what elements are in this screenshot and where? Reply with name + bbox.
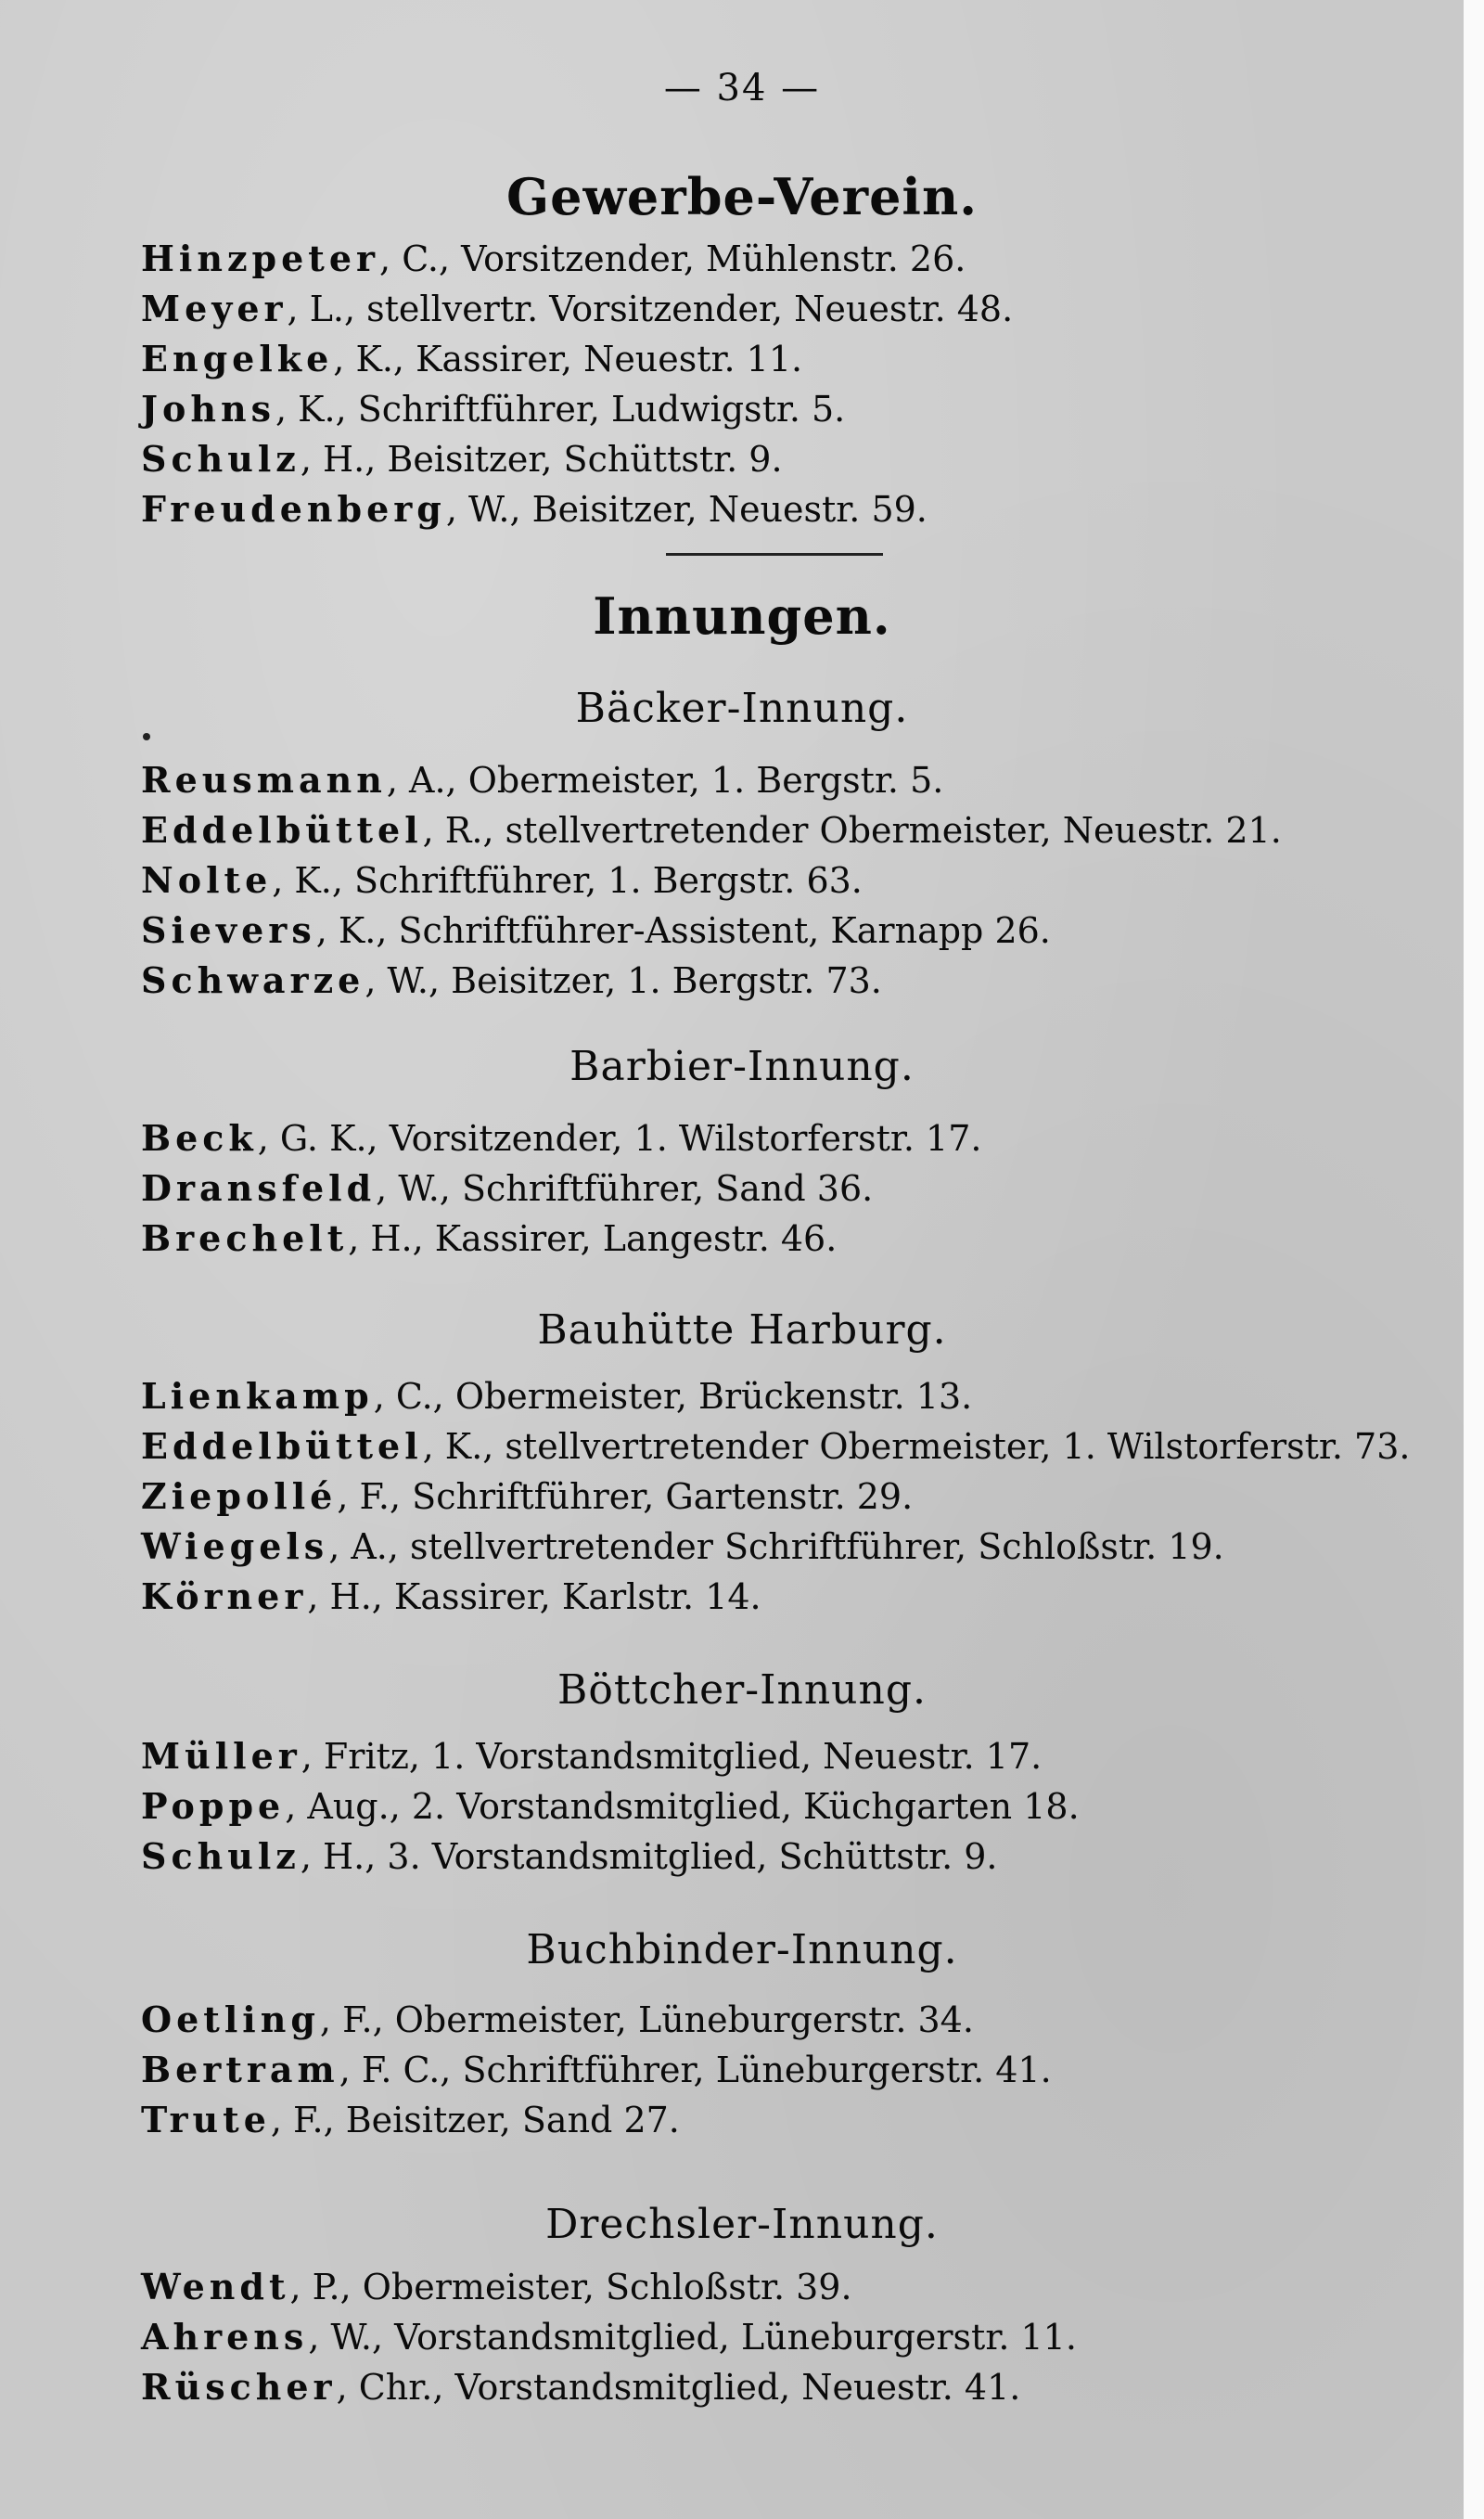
list-item <box>141 956 1439 1006</box>
list-item <box>141 1831 1439 1882</box>
member-details: , K., Kassirer, Neuestr. 11. <box>333 339 803 379</box>
member-name: Schulz <box>141 1835 301 1877</box>
member-name: Ahrens <box>141 2316 309 2358</box>
member-details: , K., Schriftführer, Ludwigstr. 5. <box>275 389 846 430</box>
member-name: Trute <box>141 2099 271 2140</box>
member-details: , G. K., Vorsitzender, 1. Wilstorferstr. 17. <box>257 1118 982 1159</box>
member-name: Reusmann <box>141 759 387 801</box>
innungen-heading: Innungen. <box>593 586 891 646</box>
member-name: Poppe <box>141 1785 286 1827</box>
list-item <box>141 1781 1439 1831</box>
member-details: , H., Kassirer, Karlstr. 14. <box>307 1576 761 1617</box>
buchbinder-innung-heading: Buchbinder-Innung. <box>526 1926 958 1973</box>
member-name: Johns <box>141 388 275 430</box>
list-item <box>141 1163 1439 1214</box>
member-details: , P., Obermeister, Schloßstr. 39. <box>289 2267 852 2307</box>
member-name: Wiegels <box>141 1525 329 1567</box>
member-name: Lienkamp <box>141 1375 374 1417</box>
member-name: Brechelt <box>141 1217 349 1259</box>
list-item <box>141 1731 1439 1781</box>
member-details: , F. C., Schriftführer, Lüneburgerstr. 41. <box>339 2050 1052 2090</box>
baecker-innung-heading: Bäcker-Innung. <box>575 685 909 732</box>
member-details: , Chr., Vorstandsmitglied, Neuestr. 41. <box>336 2367 1021 2408</box>
member-details: , C., Obermeister, Brückenstr. 13. <box>373 1376 973 1417</box>
member-name: Bertram <box>141 2049 339 2090</box>
member-name: Sievers <box>141 909 316 951</box>
member-details: , H., Beisitzer, Schüttstr. 9. <box>300 439 783 480</box>
member-details: , F., Schriftführer, Gartenstr. 29. <box>337 1476 914 1517</box>
gewerbe-verein-heading: Gewerbe-Verein. <box>505 167 979 226</box>
list-item <box>141 284 1439 334</box>
member-name: Schulz <box>141 438 301 480</box>
member-name: Körner <box>141 1575 308 1617</box>
member-details: , K., Schriftführer-Assistent, Karnapp 26. <box>315 910 1051 951</box>
member-details: , H., 3. Vorstandsmitglied, Schüttstr. 9. <box>300 1836 998 1877</box>
member-details: , H., Kassirer, Langestr. 46. <box>348 1218 838 1259</box>
boettcher-innung-heading: Böttcher-Innung. <box>557 1666 927 1714</box>
list-item <box>141 1113 1439 1163</box>
member-details: , R., stellvertretender Obermeister, Neuestr. 21. <box>422 810 1282 851</box>
member-name: Schwarze <box>141 959 365 1001</box>
list-item <box>141 2045 1439 2095</box>
list-item <box>141 2262 1439 2312</box>
ink-spot <box>143 733 150 740</box>
page-number: — 34 — <box>663 67 821 109</box>
member-details: , W., Schriftführer, Sand 36. <box>376 1168 874 1209</box>
member-name: Müller <box>141 1735 301 1777</box>
member-name: Rüscher <box>141 2366 337 2408</box>
list-item <box>141 2312 1439 2362</box>
list-item <box>141 1421 1439 1472</box>
member-details: , K., stellvertretender Obermeister, 1. Wilstorferstr. 73. <box>422 1426 1411 1467</box>
barbier-innung-heading: Barbier-Innung. <box>569 1043 915 1090</box>
member-name: Meyer <box>141 288 288 329</box>
member-details: , Aug., 2. Vorstandsmitglied, Küchgarten 18. <box>285 1786 1080 1827</box>
member-details: , A., Obermeister, 1. Bergstr. 5. <box>386 760 944 801</box>
member-details: , W., Vorstandsmitglied, Lüneburgerstr. 11. <box>308 2317 1077 2358</box>
list-item <box>141 1371 1439 1421</box>
member-name: Hinzpeter <box>141 238 380 279</box>
list-item <box>141 334 1439 384</box>
bauhuette-harburg-list <box>141 1371 1439 1622</box>
list-item <box>141 1572 1439 1622</box>
list-item <box>141 1472 1439 1522</box>
member-name: Nolte <box>141 859 273 901</box>
bauhuette-harburg-heading: Bauhütte Harburg. <box>537 1306 947 1354</box>
member-name: Freudenberg <box>141 488 446 530</box>
list-item <box>141 2095 1439 2145</box>
member-details: , L., stellvertr. Vorsitzender, Neuestr. 48. <box>287 289 1014 329</box>
member-name: Wendt <box>141 2266 290 2307</box>
list-item <box>141 384 1439 434</box>
drechsler-innung-heading: Drechsler-Innung. <box>545 2201 939 2248</box>
member-details: , F., Beisitzer, Sand 27. <box>270 2100 680 2140</box>
list-item <box>141 805 1439 855</box>
barbier-innung-list <box>141 1113 1439 1264</box>
member-details: , W., Beisitzer, Neuestr. 59. <box>445 489 928 530</box>
member-details: , K., Schriftführer, 1. Bergstr. 63. <box>272 860 863 901</box>
list-item <box>141 855 1439 906</box>
section-divider <box>666 553 883 556</box>
member-name: Ziepollé <box>141 1475 338 1517</box>
member-name: Beck <box>141 1117 258 1159</box>
member-details: , W., Beisitzer, 1. Bergstr. 73. <box>365 960 882 1001</box>
drechsler-innung-list <box>141 2262 1439 2412</box>
list-item <box>141 906 1439 956</box>
member-name: Eddelbüttel <box>141 1425 423 1467</box>
member-name: Oetling <box>141 1998 320 2040</box>
member-name: Eddelbüttel <box>141 809 423 851</box>
list-item <box>141 2362 1439 2412</box>
baecker-innung-list <box>141 755 1439 1006</box>
member-name: Dransfeld <box>141 1167 377 1209</box>
boettcher-innung-list <box>141 1731 1439 1882</box>
list-item <box>141 1522 1439 1572</box>
member-details: , Fritz, 1. Vorstandsmitglied, Neuestr. 17. <box>301 1736 1043 1777</box>
gewerbe-verein-list <box>141 234 1439 534</box>
list-item <box>141 234 1439 284</box>
member-name: Engelke <box>141 338 334 379</box>
buchbinder-innung-list <box>141 1995 1439 2145</box>
member-details: , C., Vorsitzender, Mühlenstr. 26. <box>379 238 966 279</box>
list-item <box>141 434 1439 484</box>
member-details: , F., Obermeister, Lüneburgerstr. 34. <box>319 1999 974 2040</box>
list-item <box>141 755 1439 805</box>
member-details: , A., stellvertretender Schriftführer, Schloßstr. 19. <box>328 1526 1224 1567</box>
list-item <box>141 1214 1439 1264</box>
list-item <box>141 1995 1439 2045</box>
list-item <box>141 484 1439 534</box>
